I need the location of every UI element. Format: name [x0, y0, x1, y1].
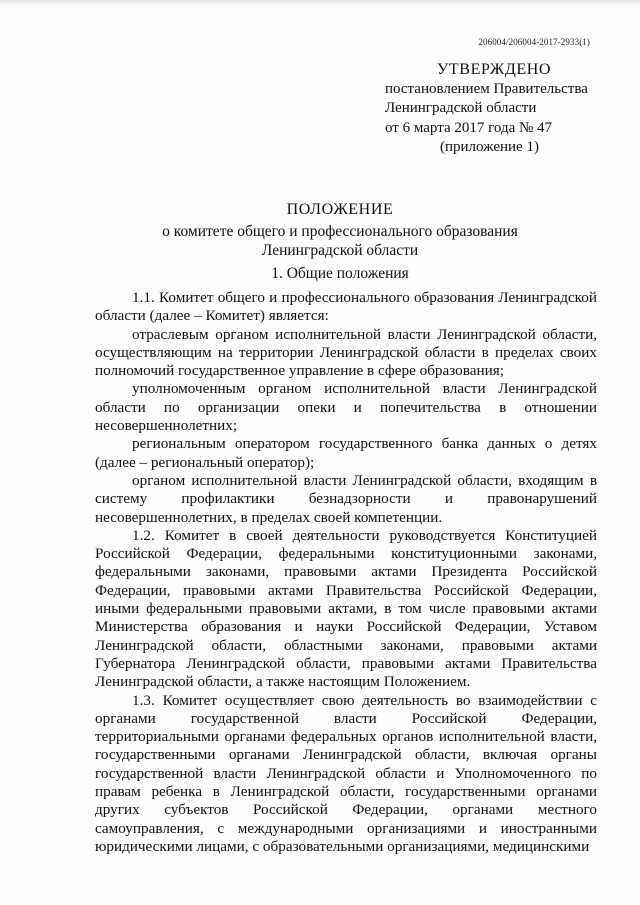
document-subtitle: Ленинградской области	[261, 242, 419, 259]
section-title: 1. Общие положения	[271, 265, 409, 282]
approval-line: Ленинградской области	[385, 100, 537, 116]
paragraph: уполномоченным органом исполнительной власти Ленинградской области по организации опеки и попечительства в отношении несовершеннолетних;	[95, 380, 597, 435]
approval-block	[385, 60, 625, 158]
paragraph: 1.1. Комитет общего и профессионального образования Ленинградской области (далее – Комитет) является:	[95, 289, 597, 325]
paragraph: отраслевым органом исполнительной власти Ленинградской области, осуществляющим на территории Ленинградской области в пределах своих полномочий государственное управление в сфере образования;	[95, 325, 597, 380]
approval-line: от 6 марта 2017 года № 47	[385, 119, 553, 136]
document-body	[95, 289, 597, 856]
document-title: ПОЛОЖЕНИЕ	[286, 201, 394, 218]
document-heading	[95, 200, 585, 261]
approval-title: УТВЕРЖДЕНО	[437, 61, 552, 78]
paragraph: 1.2. Комитет в своей деятельности руководствуется Конституцией Российской Федерации, федеральными конституционными законами, федеральными законами, правовыми актами Президента Российской Федерации, правовыми актами Правительства Российской Федерации, иными федеральными правовыми актами, в том числе правовыми актами Министерства образования и науки Российской Федерации, Уставом Ленинградской области, областными законами, правовыми актами Губернатора Ленинградской области, правовыми актами Правительства Ленинградской области, а также настоящим Положением.	[95, 526, 597, 691]
paragraph: органом исполнительной власти Ленинградской области, входящим в систему профилактики безнадзорности и правонарушений несовершеннолетних, в пределах своей компетенции.	[95, 471, 597, 526]
document-id: 206004/206004-2017-2933(1)	[478, 37, 590, 47]
document-subtitle: о комитете общего и профессионального образования	[162, 222, 518, 240]
paragraph: региональным оператором государственного банка данных о детях (далее – региональный оператор);	[95, 435, 597, 471]
paragraph: 1.3. Комитет осуществляет свою деятельность во взаимодействии с органами государственной власти Российской Федерации, территориальными органами федеральных органов исполнительной власти, государственными органами Ленинградской области, включая органы государственной власти Ленинградской области и Уполномоченного по правам ребенка в Ленинградской области, государственными органами других субъектов Российской Федерации, органами местного самоуправления, с международными организациями и иностранными юридическими лицами, с образовательными организациями, медицинскими	[95, 691, 597, 855]
approval-line: постановлением Правительства	[385, 80, 588, 97]
approval-appendix: (приложение 1)	[440, 139, 539, 155]
scan-edge	[0, 0, 640, 6]
